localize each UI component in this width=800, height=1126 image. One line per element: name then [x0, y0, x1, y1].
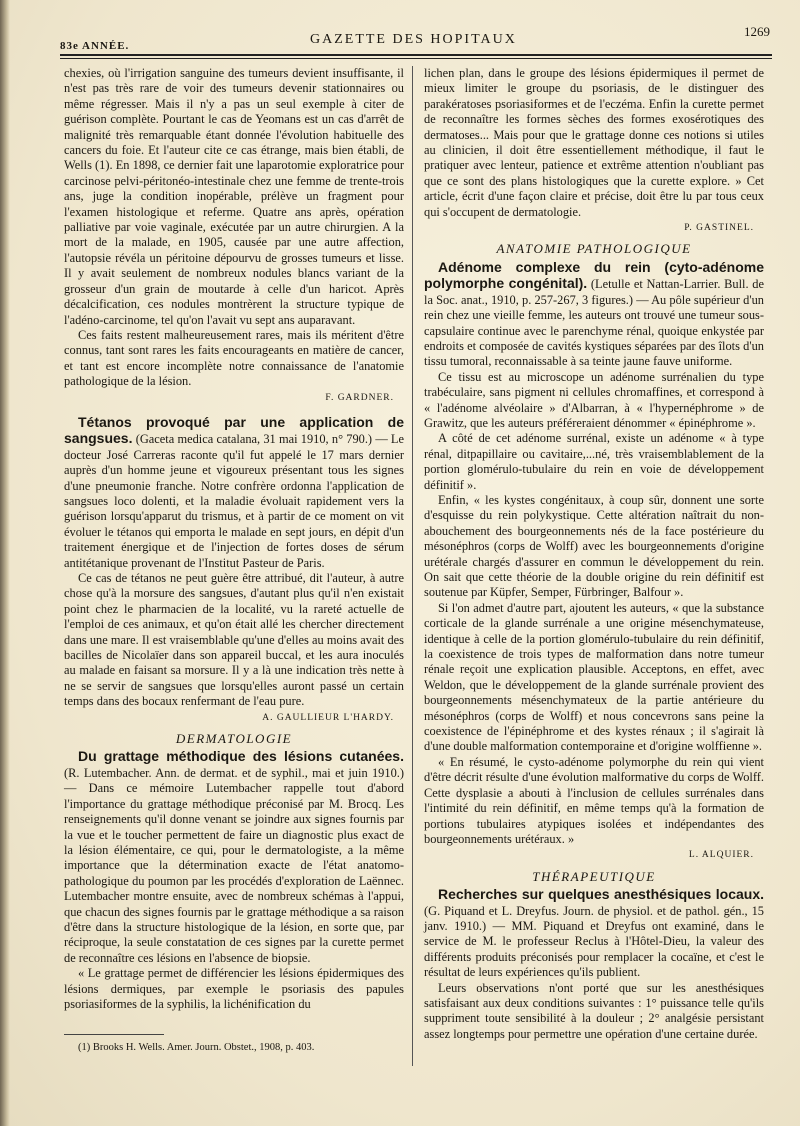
article-reference: (Letulle et Nattan-Larrier. Bull. de la Soc. anat., 1910, p. 257-267, 3 figures.)	[424, 277, 764, 307]
header-rule-thin	[60, 58, 772, 59]
article-title: Tétanos provoqué par une application de sangsues.	[64, 413, 404, 447]
page-number: 1269	[744, 24, 770, 39]
article-reference: (R. Lutembacher. Ann. de dermat. et de syphil., mai et juin 1910.)	[64, 765, 404, 780]
article-title: Adénome complexe du rein (cyto-adénome polymorphe congénital).	[424, 258, 764, 292]
article-title: Recherches sur quelques anesthésiques locaux.	[438, 886, 764, 903]
article-text: — MM. Piquand et Dreyfus ont examiné, dans le service de M. le professeur Reclus à l'Hôtel-Dieu, la valeur des différents produits préconisés pour remplacer la cocaïne, et c'est le résultat de leurs expériences qu'ils publient.	[424, 918, 764, 980]
section-heading: DERMATOLOGIE	[175, 731, 293, 747]
article-body	[424, 887, 764, 980]
article-body	[424, 260, 764, 370]
paragraph: Enfin, « les kystes congénitaux, à coup sûr, donnent une sorte d'esquisse du rein polykystique. Cette altération naîtrait du non-abouchement des bourgeonnements nés de la face postérieure du mésonéphros (corps de Wolff) avec les bourgeonnements d'origine urétérale chargés d'assurer en commun le développement du rein. On sait que cette théorie de la double origine du rein définitif est soutenue par Küpfer, Semper, Fürbringer, Balfour ».	[424, 492, 764, 600]
article-title: Du grattage méthodique des lésions cutanées.	[78, 748, 404, 765]
paragraph: « Le grattage permet de différencier les lésions épidermiques des lésions dermiques, par exemple le psoriasis des papules psoriasiformes de la syphilis, la lichénification du	[64, 966, 404, 1011]
article-text: — Dans ce mémoire Lutembacher rappelle tout d'abord l'importance du grattage méthodique préconisé par M. Brocq. Les renseignements qu'il donne venant se joindre aux signes fournis par la vue et le toucher permettent de faire un diagnostic plus exact de la lésion élémentaire, ce qui, pour le dermatologiste, a la même importance que la détermination exacte de l'état anatomo-pathologique du poumon par les procédés d'exploration de Laënnec. Lutembacher montre ensuite, avec de nombreux schémas à l'appui, que chacun des signes fournis par le grattage méthodique a sa raison d'être dans la structure histologique de la lésion, en sorte que, par réciproque, la seule constatation de ces signes par la curette permet de reconnaître ces lésions en l'absence de biopsie.	[64, 781, 404, 965]
article-body	[64, 415, 404, 571]
paragraph: A côté de cet adénome surrénal, existe un adénome « à type rénal, ditpapillaire ou cavitaire,...né, très vraisemblablement de la portion glomérulo-tubulaire du rein en voie de développement définitif ».	[424, 431, 764, 492]
section-heading: ANATOMIE PATHOLOGIQUE	[496, 241, 692, 257]
author-signature: L. ALQUIER.	[688, 850, 754, 861]
author-signature: A. GAULLIEUR L'HARDY.	[262, 712, 394, 723]
paragraph: chexies, où l'irrigation sanguine des tumeurs devient insuffisante, il n'est pas très rare de voir des tumeurs devenir stationnaires ou même régresser. Mais il n'y a pas un seul exemple à citer de guérison complète. Pourtant le cas de Yeomans est un cas d'arrêt de malignité très remarquable étant donnée l'évolution habituelle des cancers du foie. Et l'auteur cite ce cas étrange, mais bien établi, de Wells (1). En 1898, ce dernier fait une laparotomie exploratrice pour carcinose pelvi-péritonéo-intestinale chez une femme de trente-trois ans, juge la condition inopérable, prélève un fragment pour l'examen histologique et referme. Quatre ans après, opération palliative par voie vaginale, exécutée par un autre chirurgien. A la mort de la malade, en 1905, causée par une autre affection, l'autopsie révéla un péritoine dépourvu de grosses tumeurs et lisse. Il y avait seulement de nombreux nodules blancs variant de la grosseur d'un grain de moutarde à celle d'un haricot. Après décalcification, ces nodules montrèrent la structure typique de l'adéno-carcinome, tel qu'on l'avait vu sept ans auparavant.	[64, 66, 404, 327]
binding-edge	[0, 0, 10, 1126]
footnote-rule	[64, 1034, 164, 1035]
paragraph: Si l'on admet d'autre part, ajoutent les auteurs, « que la substance corticale de la glande surrénale a une origine mésenchymateuse, identique à celle de la portion glomérulo-tubulaire du rein définitif, la coexistence de trois types de malformation dans notre tumeur rénale reçoit une explication plausible. Acceptons, en effet, avec Weldon, que le développement de la glande surrénale provient des bourgeonnements mésenchymateux de la partie antérieure du mésonéphros (corps de Wolff) et nous concevrons sans peine la coexistence de l'épinéphrome et des kystes rénaux ; il s'agirait là d'une double malformation contemporaine et d'origine wolffienne ».	[424, 600, 764, 754]
article-text: — Le docteur José Carreras raconte qu'il fut appelé le 17 mars dernier auprès d'un homme jeune et vigoureux présentant tous les signes d'une pneumonie franche. Notre confrère ordonna l'application de sangsues loco dolenti, et la maladie évoluait rapidement vers la guérison lorsqu'apparut du trismus, et à partir de ce moment on vit évoluer le tétanos qui emporta le malade en sept jours, en dépit d'un traitement énergique et de l'injection de fortes doses de sérum antitétanique provenant de l'Institut Pasteur de Paris.	[64, 432, 404, 570]
article-reference: (Gaceta medica catalana, 31 mai 1910, n° 790.)	[135, 432, 373, 447]
article-body	[64, 749, 404, 966]
author-signature: F. GARDNER.	[325, 392, 394, 403]
journal-title: GAZETTE DES HOPITAUX	[310, 32, 517, 47]
right-column	[424, 66, 764, 1042]
article-text: — Au pôle supérieur d'un rein chez une vieille femme, les auteurs ont trouvé une tumeur sous-capsulaire continue avec le parenchyme rénal, quoique enkystée par endroits et composée de cavités kystiques séparées par des îlots d'un tissu tumoral, reconnaissable à sa teinte jaune fauve uniforme.	[424, 292, 764, 369]
section-heading: THÉRAPEUTIQUE	[532, 868, 656, 884]
article-reference: (G. Piquand et L. Dreyfus. Journ. de physiol. et de pathol. gén., 15 janv. 1910.)	[424, 903, 764, 933]
paragraph: Ces faits restent malheureusement rares, mais ils méritent d'être connus, tant sont rares les faits encourageants en matière de cancer, et tant est encore incomplète notre connaissance de l'anatomie pathologique de la lésion.	[64, 327, 404, 389]
author-signature: P. GASTINEL.	[684, 223, 754, 234]
footnote: (1) Brooks H. Wells. Amer. Journ. Obstet., 1908, p. 403.	[78, 1042, 315, 1054]
paragraph: Ce tissu est au microscope un adénome surrénalien du type trabéculaire, sans pigment ni cellules chromaffines, et correspond à « l'adénome alvéolaire » d'Albarran, à « l'hypernéphrome » de Grawitz, que les auteurs préféreraient dénommer « épinéphrome ».	[424, 369, 764, 430]
paragraph: lichen plan, dans le groupe des lésions épidermiques il permet de mieux limiter le groupe du psoriasis, de le distinguer des parakératoses psoriasiformes et de l'eczéma. Enfin la curette permet de reconnaître les formes sèches des formes exosérotiques des dermatoses... Mais pour que le grattage donne ces notions si utiles au clinicien, il doit être essentiellement méthodique, il faut le pratiquer avec lenteur, patience et extrême attention n'oubliant pas que ce sont des plans histologiques que la curette explore. » Cet article, écrit d'une façon claire et précise, doit être lu par tous ceux qui s'occupent de dermatologie.	[424, 66, 764, 219]
paragraph: Leurs observations n'ont porté que sur les anesthésiques satisfaisant aux deux conditions suivantes : 1° puissance telle qu'ils suppriment toute sensibilité à la douleur ; 2° analgésie persistant assez longtemps pour permettre une opération d'une certaine durée.	[424, 980, 764, 1041]
header-rule	[60, 54, 772, 56]
column-divider	[412, 66, 413, 1066]
paragraph: « En résumé, le cysto-adénome polymorphe du rein qui vient d'être décrit résulte d'une évolution malformative du corps de Wolff. Cette dysplasie a abouti à l'inclusion de cellules surrénales dans l'intimité du rein définitif, en même temps qu'à la formation de portions tubulaires atypiques isolées et indépendantes des bourgeonnements urétéraux. »	[424, 754, 764, 846]
issue-number: 83e ANNÉE.	[60, 40, 130, 52]
paragraph: Ce cas de tétanos ne peut guère être attribué, dit l'auteur, à autre chose qu'à la morsure des sangsues, d'autant plus qu'il n'en existait point chez le pharmacien de la localité, vu la rareté actuelle de l'emploi de ces animaux, et qu'on était allé les chercher directement dans une mare. Il est vraisemblable qu'une d'elles au moins avait des bacilles de Nicolaïer dans son appareil buccal, et les aura inoculés au malade en faisant sa morsure. Il y a là une indication très nette à ne se servir de sangsues que lorsqu'elles auront passé un certain temps dans des bocaux renfermant de l'eau pure.	[64, 571, 404, 709]
left-column	[64, 66, 404, 1056]
